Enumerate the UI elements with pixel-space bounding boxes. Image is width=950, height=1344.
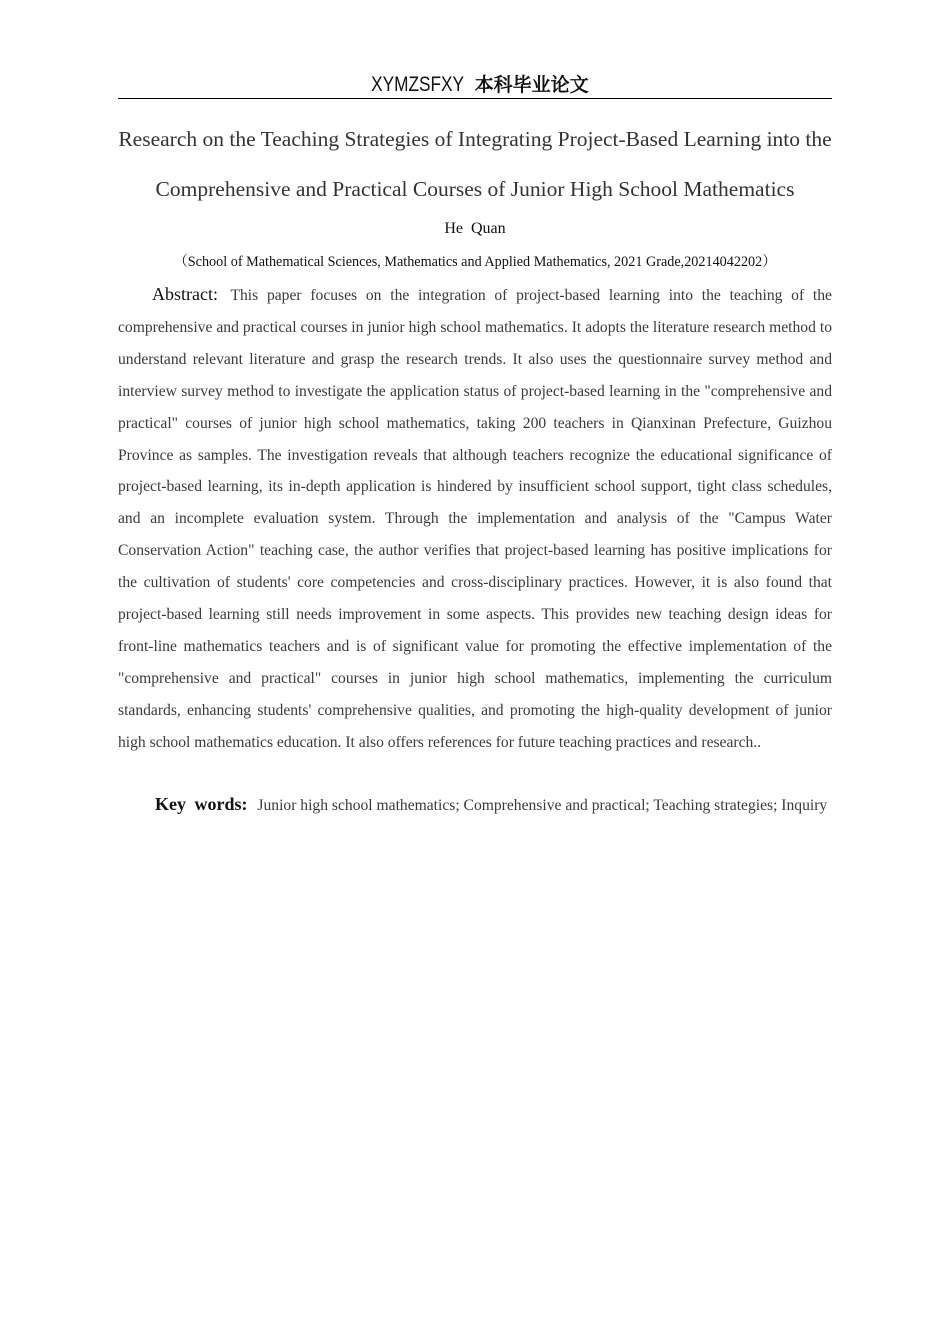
paper-title: Research on the Teaching Strategies of Integrating Project-Based Learning into the Comprehensive and Practical Courses of Junior High School Mathematics bbox=[118, 127, 832, 201]
running-header-label: 本科毕业论文 bbox=[474, 74, 589, 96]
header-rule bbox=[118, 98, 832, 99]
author-name: He Quan bbox=[444, 220, 506, 237]
running-header-code: XYMZSFXY bbox=[371, 73, 465, 96]
author-affiliation: （School of Mathematical Sciences, Mathematics and Applied Mathematics, 2021 Grade,20214042202） bbox=[173, 254, 777, 270]
keywords-text: Junior high school mathematics; Comprehensive and practical; Teaching strategies; Inquiry bbox=[257, 797, 828, 814]
abstract-paragraph bbox=[118, 279, 832, 759]
abstract-text: This paper focuses on the integration of project-based learning into the teaching of the comprehensive and practical courses in junior high school mathematics. It adopts the literature research method to understand relevant literature and grasp the research trends. It also uses the questionnaire survey method and interview survey method to investigate the application status of project-based learning in the "comprehensive and practical" courses of junior high school mathematics, taking 200 teachers in Qianxinan Prefecture, Guizhou Province as samples. The investigation reveals that although teachers recognize the educational significance of project-based learning, its in-depth application is hindered by insufficient school support, tight class schedules, and an incomplete evaluation system. Through the implementation and analysis of the "Campus Water Conservation Action" teaching case, the author verifies that project-based learning has positive implications for the cultivation of students' core competencies and cross-disciplinary practices. However, it is also found that project-based learning still needs improvement in some aspects. This provides new teaching design ideas for front-line mathematics teachers and is of significant value for promoting the effective implementation of the "comprehensive and practical" courses in junior high school mathematics, implementing the curriculum standards, enhancing students' comprehensive qualities, and promoting the high-quality development of junior high school mathematics education. It also offers references for future teaching practices and research.. bbox=[118, 287, 832, 751]
keywords-label: Key words: bbox=[155, 794, 248, 814]
keywords-paragraph bbox=[118, 789, 832, 822]
running-header bbox=[118, 70, 832, 99]
abstract-label: Abstract: bbox=[152, 284, 218, 304]
